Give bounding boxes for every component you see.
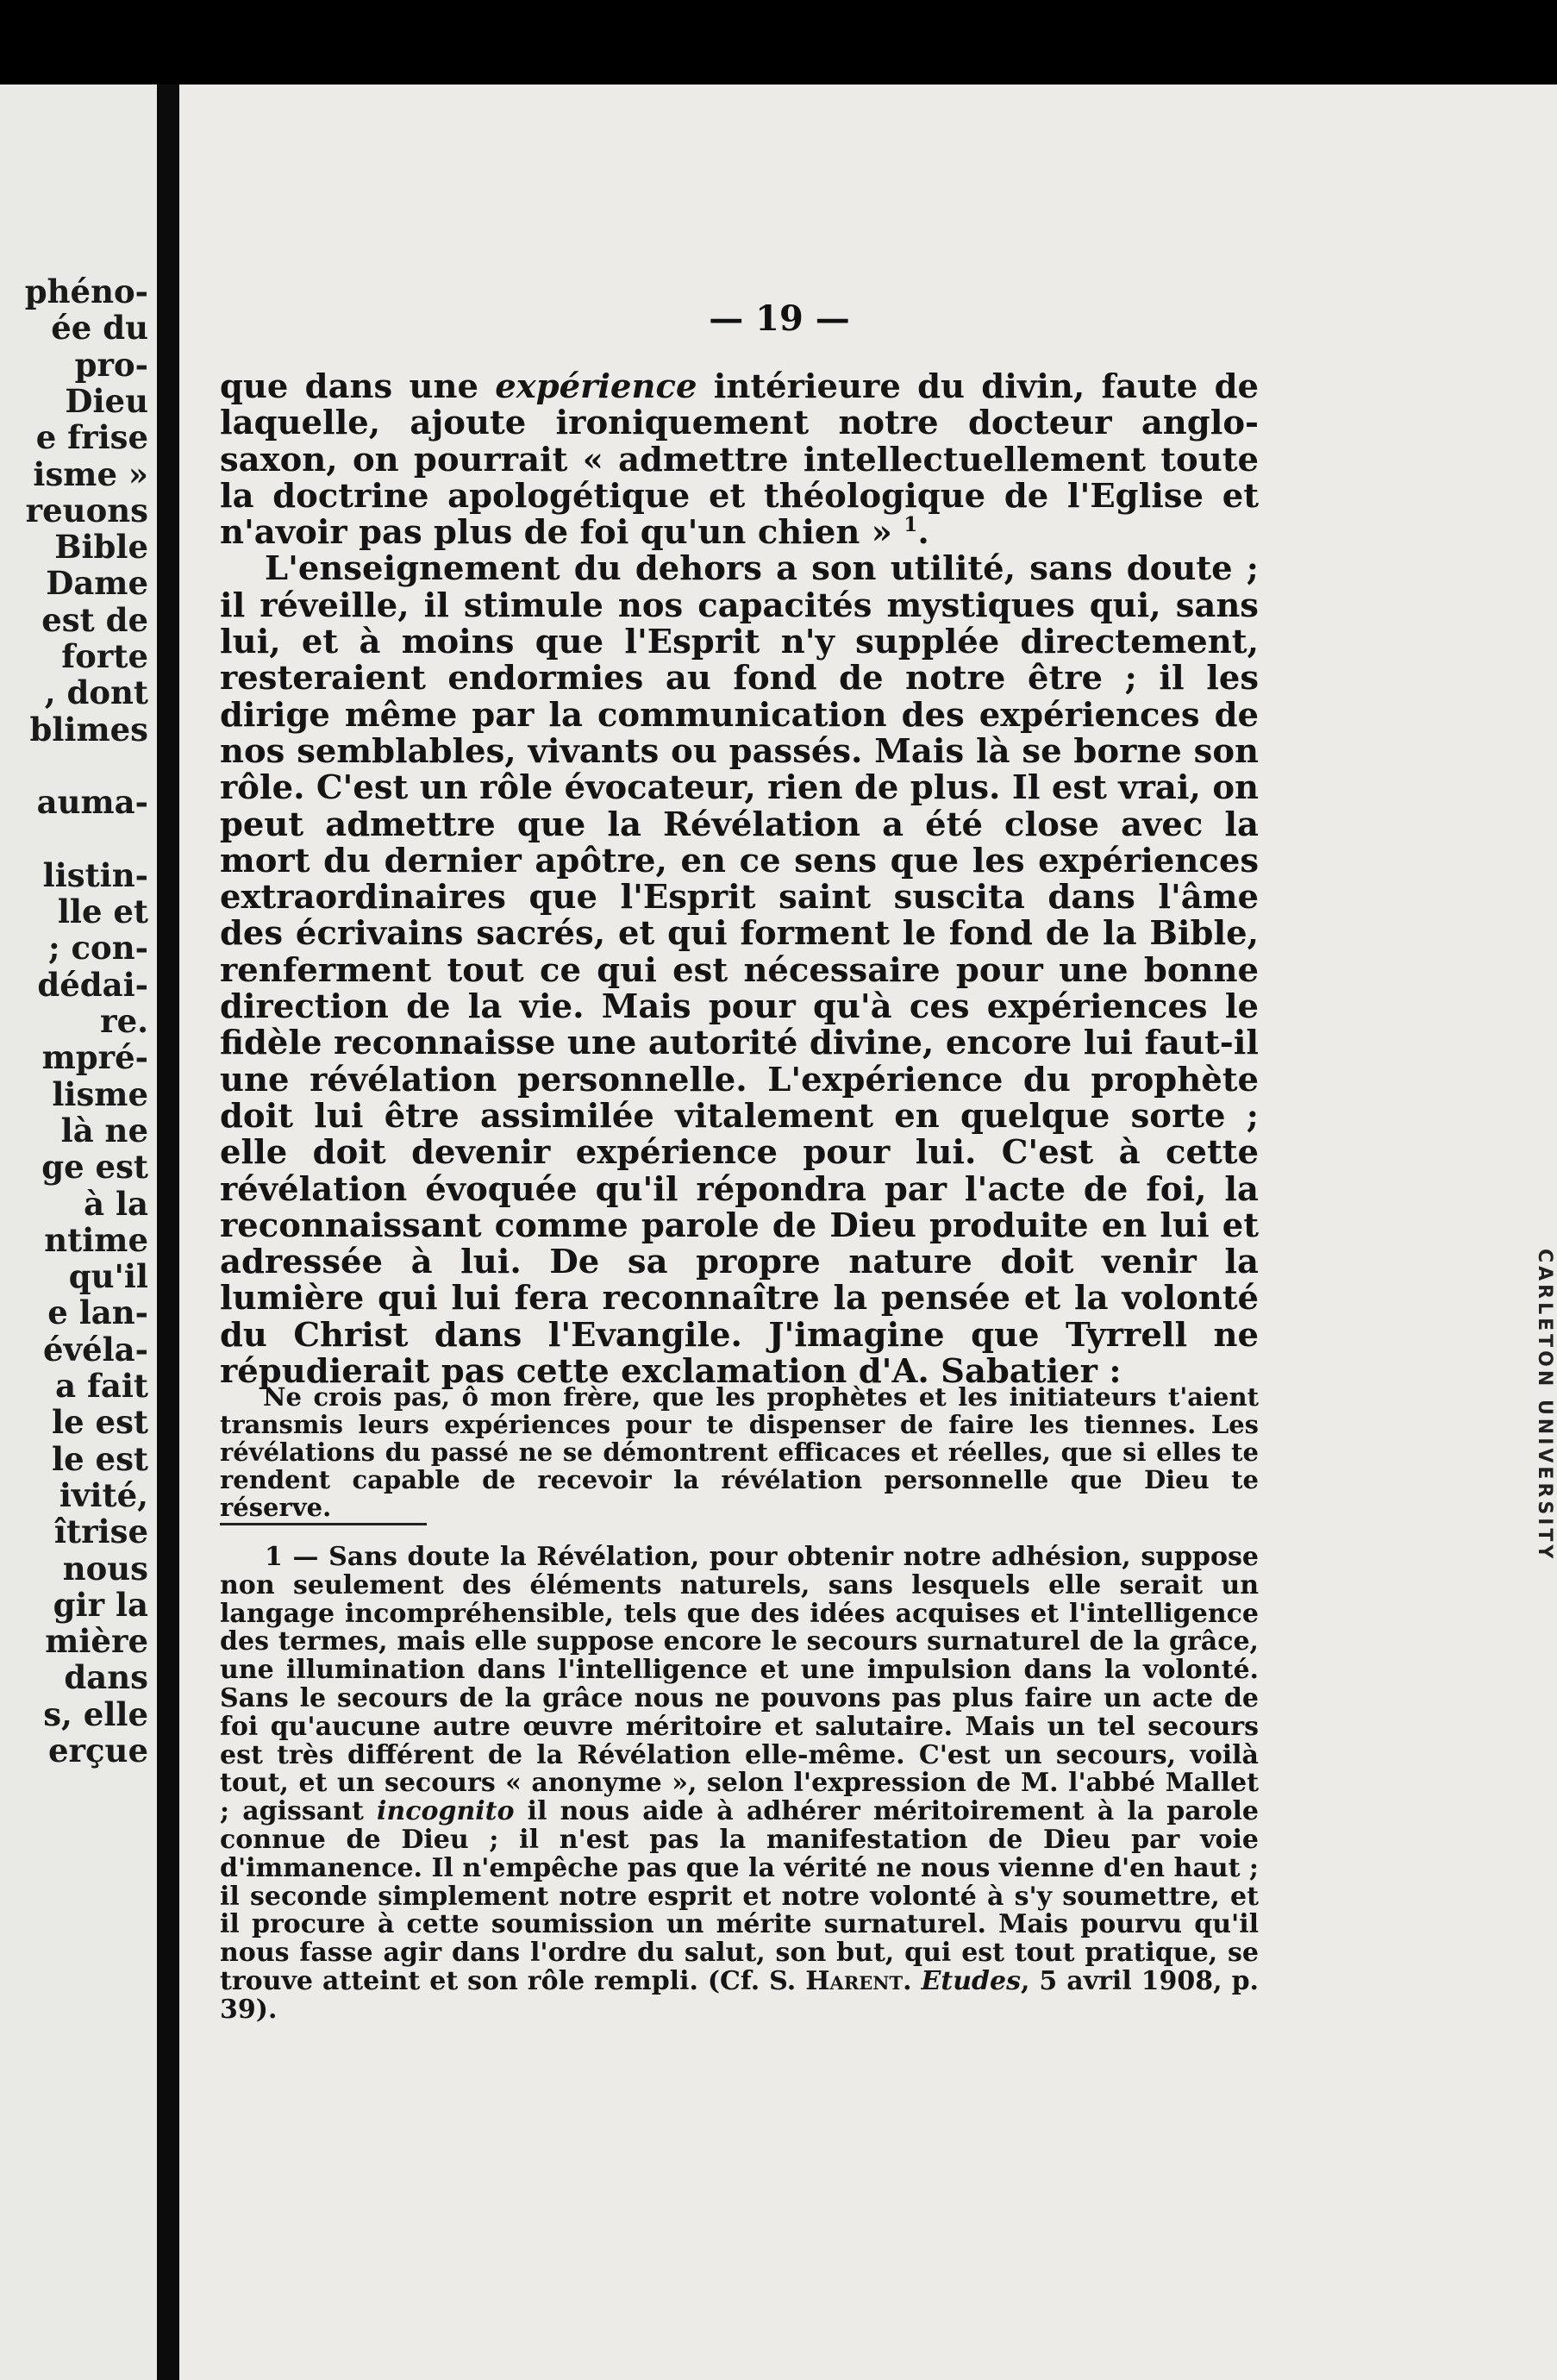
facing-page-line: s, elle — [43, 1694, 148, 1733]
facing-page-line: évéla- — [43, 1330, 148, 1368]
block-quote: Ne crois pas, ô mon frère, que les prophètes et les initiateurs t'aient transmis leurs expériences pour te dispenser de faire les tiennes. Les révélations du passé ne se démontrent efficaces et réelles, que si elles te rendent capable de recevoir la révélation personnelle que Dieu te réserve. — [220, 1382, 1259, 1522]
facing-page-fragment — [0, 85, 157, 2380]
facing-page-line: îtrise — [53, 1513, 148, 1551]
footnote: 1 — Sans doute la Révélation, pour obtenir notre adhésion, suppose non seulement des éléments naturels, sans lesquels elle serait un langage incompréhensible, tels que des idées acquises et l'intelligence des termes, mais elle suppose encore le secours surnaturel de la grâce, une illumination dans l'intelligence et une impulsion dans la volonté. Sans le secours de la grâce nous ne pouvons pas plus faire un acte de foi qu'aucune autre œuvre méritoire et salutaire. Mais un tel secours est très différent de la Révélation elle-même. C'est un secours, voilà tout, et un secours « anonyme », selon l'expression de M. l'abbé Mallet ; agissant incognito il nous aide à adhérer méritoirement à la parole connue de Dieu ; il n'est pas la manifestation de Dieu par voie d'immanence. Il n'empêche pas que la vérité ne nous vienne d'en haut ; il seconde simplement notre esprit et notre volonté à s'y soumettre, et il procure à cette soumission un mérite surnaturel. Mais pourvu qu'il nous fasse agir dans l'ordre du salut, son but, qui est tout pratique, se trouve atteint et son rôle rempli. (Cf. S. Harent. Etudes, 5 avril 1908, p. 39). — [220, 1542, 1259, 2025]
book-gutter — [157, 85, 179, 2380]
facing-page-line: là ne — [60, 1111, 148, 1149]
paragraph-1: que dans une expérience intérieure du divin, faute de laquelle, ajoute ironiquement notre docteur anglo-saxon, on pourrait « admettre intellectuellement toute la doctrine apologétique et théologique de l'Eglise et n'avoir pas plus de foi qu'un chien » $^1$. — [220, 367, 1259, 553]
facing-page-line: le est — [52, 1403, 148, 1442]
facing-page-line: qu'il — [68, 1257, 148, 1296]
facing-page-line: isme » — [33, 454, 148, 493]
facing-page-line: re. — [100, 1002, 148, 1040]
facing-page-line: e frise — [35, 418, 148, 457]
facing-page-line: gir la — [53, 1585, 148, 1624]
facing-page-line: forte — [61, 637, 148, 675]
facing-page-line: mpré- — [41, 1038, 148, 1077]
facing-page-line: listin- — [42, 855, 148, 894]
facing-page-line: ntime — [44, 1220, 148, 1259]
facing-page-line: auma- — [36, 783, 148, 822]
facing-page-line: Bible — [54, 528, 148, 567]
facing-page-line: pro- — [74, 345, 148, 384]
facing-page-line: ge est — [41, 1148, 148, 1187]
facing-page-line: le est — [52, 1439, 148, 1478]
facing-page-line: ée du — [51, 309, 148, 348]
facing-page-line: lisme — [52, 1074, 148, 1113]
facing-page-line: blimes — [29, 710, 148, 748]
facing-page-line: ivité, — [59, 1475, 148, 1514]
footnote-reference: 1 — [904, 513, 918, 537]
main-text — [220, 369, 1259, 1390]
facing-page-line: à la — [84, 1184, 148, 1223]
facing-page-line: lle et — [57, 892, 148, 931]
facing-page-line: a fait — [55, 1367, 148, 1405]
paragraph-2: L'enseignement du dehors a son utilité, sans doute ; il réveille, il stimule nos capacités mystiques qui, sans lui, et à moins que l'Esprit n'y supplée directement, resteraient endormies au fond de notre être ; il les dirige même par la communication des expériences de nos semblables, vivants ou passés. Mais là se borne son rôle. C'est un rôle évocateur, rien de plus. Il est vrai, on peut admettre que la Révélation a été close avec la mort du dernier apôtre, en ce sens que les expériences extraordinaires que l'Esprit saint suscita dans l'âme des écrivains sacrés, et qui forment le fond de la Bible, renferment tout ce qui est nécessaire pour une bonne direction de la vie. Mais pour qu'à ces expériences le fidèle reconnaisse une autorité divine, encore lui faut-il une révélation personnelle. L'expérience du prophète doit lui être assimilée vitalement en quelque sorte ; elle doit devenir expérience pour lui. C'est à cette révélation évoquée qu'il répondra par l'acte de foi, la reconnaissant comme parole de Dieu produite en lui et adressée à lui. De sa propre nature doit venir la lumière qui lui fera reconnaître la pensée et la volonté du Christ dans l'Evangile. J'imagine que Tyrrell ne répudierait pas cette exclamation d'A. Sabatier : — [220, 549, 1259, 1392]
facing-page-line: phéno- — [24, 272, 148, 310]
facing-page-line: dédai- — [37, 965, 148, 1004]
facing-page-line: est de — [41, 600, 148, 639]
emphasis: expérience — [495, 367, 697, 406]
facing-page-line: e lan- — [47, 1293, 148, 1332]
author-name: Harent — [805, 1965, 904, 1996]
facing-page-line: reuons — [25, 491, 148, 529]
library-stamp: CARLETON UNIVERSITY — [1534, 1249, 1555, 1563]
journal-title: Etudes — [921, 1965, 1022, 1996]
footnote-divider — [220, 1523, 427, 1525]
facing-page-line: Dame — [46, 564, 148, 603]
facing-page-line: nous — [62, 1549, 148, 1588]
facing-page-line: erçue — [47, 1732, 148, 1769]
page-number: — 19 — — [709, 298, 850, 339]
facing-page-line: dans — [64, 1658, 148, 1697]
facing-page-line: Dieu — [65, 381, 148, 420]
facing-page-line: ; con- — [47, 929, 148, 968]
facing-page-line: , dont — [44, 673, 148, 712]
facing-page-line: mière — [45, 1622, 148, 1661]
footnote-number: 1 — [265, 1542, 283, 1572]
book-page — [179, 85, 1557, 2380]
